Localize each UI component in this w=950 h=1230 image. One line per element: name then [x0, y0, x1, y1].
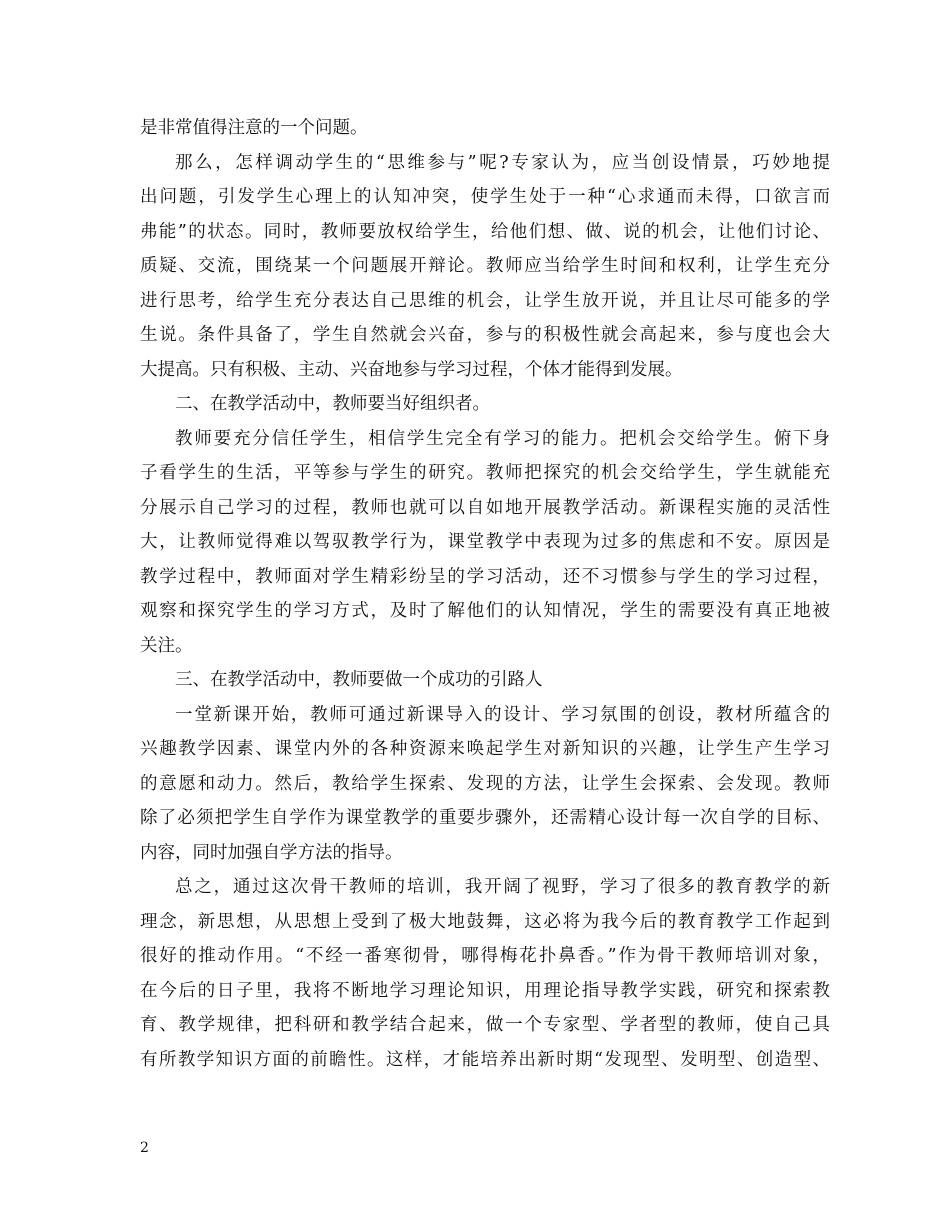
text-line: 一堂新课开始，教师可通过新课导入的设计、学习氛围的创设，教材所蕴含的 — [175, 704, 830, 725]
text-line: 二、在教学活动中，教师要当好组织者。 — [175, 394, 490, 414]
text-line: 出问题，引发学生心理上的认知冲突，使学生处于一种“心求通而未得，口欲言而 — [140, 187, 830, 207]
text-line: 质疑、交流，围绕某一个问题展开辩论。教师应当给学生时间和权利，让学生充分 — [140, 256, 830, 276]
text-line: 教学过程中，教师面对学生精彩纷呈的学习活动，还不习惯参与学生的学习过程， — [140, 566, 830, 587]
text-line: 很好的推动作用。“不经一番寒彻骨，哪得梅花扑鼻香。”作为骨干教师培训对象， — [140, 946, 830, 966]
text-line: 在今后的日子里，我将不断地学习理论知识，用理论指导教学实践，研究和探索教 — [140, 980, 830, 1001]
text-line: 那么，怎样调动学生的“思维参与”呢?专家认为，应当创设情景，巧妙地提 — [175, 152, 830, 173]
text-line: 子看学生的生活，平等参与学生的研究。教师把探究的机会交给学生，学生就能充 — [140, 463, 830, 483]
text-line: 弗能”的状态。同时，教师要放权给学生，给他们想、做、说的机会，让他们讨论、 — [140, 221, 830, 242]
text-line: 是非常值得注意的一个问题。 — [140, 118, 368, 138]
text-line: 大，让教师觉得难以驾驭教学行为，课堂教学中表现为过多的焦虑和不安。原因是 — [140, 532, 830, 552]
text-line: 分展示自己学习的过程，教师也就可以自如地开展教学活动。新课程实施的灵活性 — [140, 497, 830, 518]
text-line: 生说。条件具备了，学生自然就会兴奋，参与的积极性就会高起来，参与度也会大 — [140, 325, 830, 345]
text-line: 三、在教学活动中，教师要做一个成功的引路人 — [175, 670, 543, 690]
text-line: 除了必须把学生自学作为课堂教学的重要步骤外，还需精心设计每一次自学的目标、 — [140, 808, 830, 828]
text-line: 内容，同时加强自学方法的指导。 — [140, 842, 403, 863]
text-line: 兴趣教学因素、课堂内外的各种资源来唤起学生对新知识的兴趣，让学生产生学习 — [140, 739, 830, 759]
text-line: 关注。 — [140, 635, 193, 656]
text-line: 理念，新思想，从思想上受到了极大地鼓舞，这必将为我今后的教育教学工作起到 — [140, 911, 830, 932]
text-line: 育、教学规律，把科研和教学结合起来，做一个专家型、学者型的教师，使自己具 — [140, 1015, 830, 1035]
text-line: 有所教学知识方面的前瞻性。这样，才能培养出新时期“发现型、发明型、创造型、 — [140, 1049, 830, 1070]
text-line: 进行思考，给学生充分表达自己思维的机会，让学生放开说，并且让尽可能多的学 — [140, 290, 830, 311]
text-line: 总之，通过这次骨干教师的培训，我开阔了视野，学习了很多的教育教学的新 — [175, 877, 830, 897]
text-line: 的意愿和动力。然后，教给学生探索、发现的方法，让学生会探索、会发现。教师 — [140, 773, 830, 794]
text-line: 教师要充分信任学生，相信学生完全有学习的能力。把机会交给学生。俯下身 — [175, 428, 830, 449]
page-number: 2 — [140, 1140, 149, 1156]
text-line: 大提高。只有积极、主动、兴奋地参与学习过程，个体才能得到发展。 — [140, 359, 683, 380]
text-line: 观察和探究学生的学习方式，及时了解他们的认知情况，学生的需要没有真正地被 — [140, 601, 830, 621]
